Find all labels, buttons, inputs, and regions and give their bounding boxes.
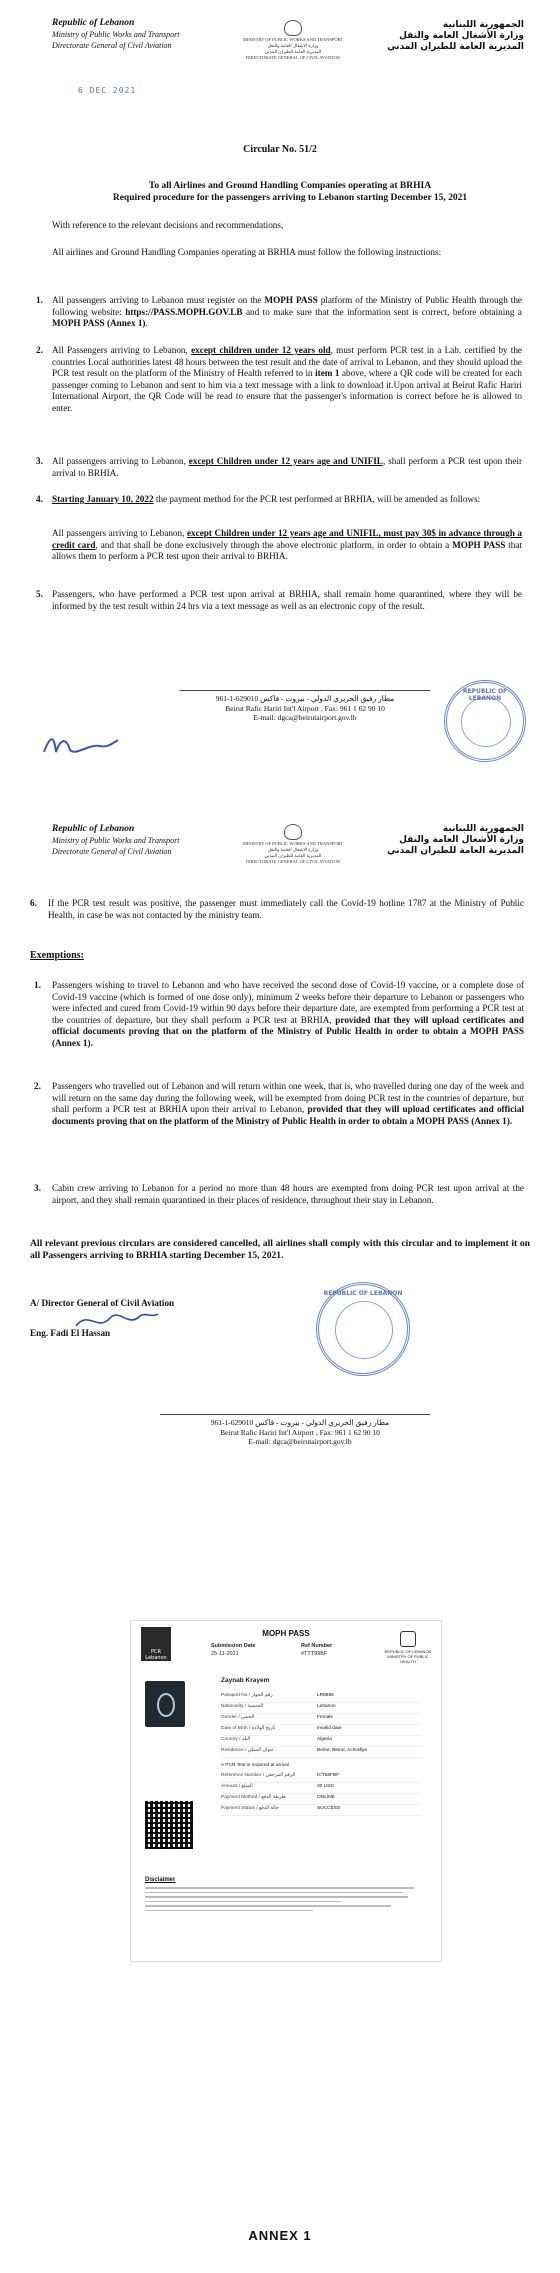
submission-label: Submission Date [211,1643,256,1649]
item-number: 4. [36,494,43,504]
item-underlined: except Children under 12 years age and UNIFIL, must pay 30$ in advance through a credit card [52,528,522,550]
item-text: All passengers arriving to Lebanon, [52,456,189,466]
header-left-line: Ministry of Public Works and Transport [52,836,180,845]
avatar-icon [157,1693,175,1717]
detail-value: Lebanon [317,1704,336,1709]
header-right-line: الجمهورية اللبنانية [442,20,524,30]
detail-label: Payment Status / حالة الدفع [221,1806,279,1811]
item-text: the payment method for the PCR test performed at BRHIA, will be amended as follows: [153,494,481,504]
passenger-name: Zaynab Krayem [221,1677,270,1684]
crest-icon [284,824,302,840]
page-2 [0,800,560,1500]
detail-label: Country / البلد [221,1737,251,1742]
exemptions-heading: Exemptions: [30,950,84,961]
header-right-line: وزارة الأشغال العامة والنقل [399,31,524,41]
item-text: , and that shall be done exclusively through the above electronic platform, in order to obtain a [95,539,453,550]
header-right-line: المديرية العامة للطيران المدني [387,42,524,52]
item-text: , shall perform a PCR test upon their arrival to BRHIA. [52,456,523,478]
passenger-photo [145,1681,185,1727]
closing-statement: All relevant previous circulars are considered cancelled, all airlines shall comply with this circular and to implement it on all Passengers arriving to BRHIA starting December 15, 2021. [30,1238,530,1261]
detail-value: SUCCESS [317,1806,341,1811]
submission-value: 25-11-2021 [211,1651,239,1657]
header-left-line: Ministry of Public Works and Transport [52,30,180,39]
header-right-line: وزارة الأشغال العامة والنقل [399,835,524,845]
header-mid-line: المديرية العامة للطيران المدني [264,49,322,54]
footer-address [160,694,450,723]
header-left-line: Directorate General of Civil Aviation [52,847,172,856]
moph-url: https://PASS.MOPH.GOV.LB [125,306,243,317]
item-number: 3. [36,456,43,466]
detail-label: Reference Number / الرقم المرجعي [221,1773,296,1778]
detail-row [221,1704,421,1714]
title-line-1: To all Airlines and Ground Handling Companies operating at BRHIA [148,181,432,191]
item-bold: MOPH PASS [452,539,506,550]
detail-row [221,1784,421,1794]
item-text: All passengers arriving to Lebanon must register on the [52,295,265,305]
header-right-line: الجمهورية اللبنانية [442,824,524,834]
item-text: above, where a QR code will be created for each passenger coming to Lebanon and sent to him via a text message with a link to download it.Upon arrival at Beirut Rafic Hariri International Airport, the QR Code will be read to ensure that the passenger's information is correct before he is allowed to enter. [52,368,522,413]
footer-divider [180,690,430,691]
header-mid-line: المديرية العامة للطيران المدني [264,853,322,858]
header-mid-line: DIRECTORATE GENERAL OF CIVIL AVIATION [245,55,341,60]
item-text: All Passengers arriving to Lebanon, [52,345,192,355]
qr-code [145,1801,193,1849]
detail-label: Passport No / رقم الجواز [221,1693,273,1698]
official-seal [444,680,526,762]
signatory-name: Eng. Fadi El Hassan [30,1328,111,1338]
moph-header [131,1621,441,1667]
item-text: that allows them to perform a PCR test upon their arrival to BRHIA. [52,539,522,561]
detail-value: Invalid date [317,1726,342,1731]
detail-label: Residence / عنوان السكن [221,1748,275,1753]
item-number: 5. [36,589,43,599]
detail-value: Beirut, Beirut, Achrafiye [317,1748,368,1753]
annex-label: ANNEX 1 [248,2228,312,2243]
item-6: If the PCR test result was positive, the passenger must immediately call the Covid-19 hotline 1787 at the Ministry of Public Health, in case he was not contacted by the ministry team. [48,898,524,920]
detail-label: Nationality / الجنسية [221,1704,264,1709]
detail-row [221,1715,421,1725]
header-right [354,824,524,857]
page-3-annex [0,1500,560,2273]
pcr-logo-text: PCR Lebanon [145,1649,167,1661]
header-crest [238,20,348,61]
header-left [52,18,252,51]
item-4 [52,494,522,506]
exemption-bold: provided that they will upload certificates and official documents proving that on the platform of the Ministry of Public Health in order to obtain a MOPH PASS (Annex 1). [52,1104,525,1126]
official-seal [316,1282,410,1376]
exemption-number: 1. [34,980,41,990]
exemption-1 [52,980,524,1049]
title-line-2: Required procedure for the passengers arriving to Lebanon starting December 15, 2021 [112,193,468,203]
header-mid-line: MINISTRY OF PUBLIC WORKS AND TRANSPORT [242,841,344,846]
header-left [52,824,252,857]
intro-2: All airlines and Ground Handling Companies operating at BRHIA must follow the following instructions: [52,247,442,257]
exemption-bold: provided that they will upload certificates and official documents proving that on the platform of the Ministry of Public Health in order to obtain a MOPH PASS (Annex 1). [52,1014,524,1048]
item-text: . [145,318,148,328]
page-1 [0,0,560,800]
detail-row [221,1693,421,1703]
detail-label: Date of Birth / تاريخ الولادة [221,1726,276,1731]
date-stamp: 6 DEC 2021 [78,86,137,95]
exemption-text: Passengers who travelled out of Lebanon and will return within one week, that is, who travelled during one day of the week and will return on the same day during the following week, will be exempted from doing PCR test in the countries of departure, but shall perform a PCR test at BRHIA upon their arrival to Lebanon, [52,1081,524,1114]
item-number: 1. [36,295,43,305]
item-underlined: except children under 12 years old [191,345,331,355]
ministry-logo [381,1631,435,1664]
pcr-note: A PCR Test is required at arrival [221,1763,289,1768]
disclaimer-text [145,1887,425,1914]
moph-pass-card [130,1620,442,1962]
detail-label: Gender / الجنس [221,1715,255,1720]
detail-value: Algeria [317,1737,332,1742]
footer-line: E-mail: dgca@beirutairport.gov.lb [248,1437,352,1446]
seal-text: REPUBLIC OF LEBANON [323,1290,403,1298]
item-3 [52,456,522,479]
detail-value: ONLINE [317,1795,335,1800]
footer-address [150,1418,450,1447]
detail-value: Female [317,1715,333,1720]
crest-icon [284,20,302,36]
detail-row [221,1795,421,1805]
item-4-detail [52,528,522,563]
header-crest [238,824,348,865]
header-right-line: المديرية العامة للطيران المدني [387,846,524,856]
detail-label: Payment Method / طريقة الدفع [221,1795,286,1800]
footer-line: Beirut Rafic Hariri Int'l Airport , Fax: 961 1 62 90 10 [220,1427,380,1437]
header-left-line: Directorate General of Civil Aviation [52,41,172,50]
item-text: platform of the Ministry of Public Health through the following website: [52,295,522,317]
seal-inner-ring [335,1301,393,1359]
item-text: , must perform PCR test in a Lab. certified by the countries Local authorities latest 48 hours between the test result and the date of arrival to Lebanon, and they should upload the PCR test result on the platform of the Ministry of Health referred to in [52,345,522,378]
header-left-line: Republic of Lebanon [52,18,135,28]
detail-row [221,1806,421,1816]
item-number: 2. [36,345,43,355]
initials-signature [40,730,120,760]
exemption-3: Cabin crew arriving to Lebanon for a period no more than 48 hours are exempted from doing PCR test upon arrival at the airport, and they shall remain quarantined in their places of residence, throughout their stay in Lebanon. [52,1183,524,1205]
ref-value: #TTT99BF [301,1651,328,1657]
exemption-number: 2. [34,1081,41,1091]
exemption-number: 3. [34,1183,41,1193]
item-5: Passengers, who have performed a PCR test upon arrival at BRHIA, shall remain home quarantined, where they will be informed by the test result within 24 hrs via a text message as well as an electronic copy of the result. [52,589,522,611]
disclaimer-title: Disclaimer [145,1877,176,1883]
header-mid-line: DIRECTORATE GENERAL OF CIVIL AVIATION [245,859,341,864]
detail-value: 30 USD [317,1784,334,1789]
exemption-text: Passengers wishing to travel to Lebanon and who have received the second dose of Covid-19 vaccine, or a complete dose of Covid-19 vaccine (which is formed of one dose only), minimum 2 weeks before their departure to Lebanon or passengers who were infected and cured from Covid-19 within 90 days before their departure date, are exempted from performing a PCR test at the countries of departure, but they shall perform a PCR test at BRHIA, [52,980,524,1025]
item-text: All passengers arriving to Lebanon, [52,528,187,538]
ref-label: Ref Number [301,1643,333,1649]
item-text: and to make sure that the information sent is correct, before obtaining a [242,306,522,317]
moph-pass-title: MOPH PASS [262,1629,310,1638]
header-mid-line: وزارة الاشغال العامة والنقل [267,847,319,852]
item-number: 6. [30,898,37,908]
footer-line: Beirut Rafic Hariri Int'l Airport , Fax: 961 1 62 90 10 [225,703,385,713]
footer-line: 961-1-629010 مطار رفيق الحريري الدولي - بيروت - فاكس [210,1418,390,1427]
footer-divider [160,1414,430,1415]
item-bold: MOPH PASS [264,295,318,305]
header-mid-line: وزارة الاشغال العامة والنقل [267,43,319,48]
detail-value: LR8888 [317,1693,334,1698]
header-right [354,20,524,53]
item-1 [52,295,522,330]
item-bold: item 1 [315,368,340,378]
detail-row [221,1726,421,1736]
detail-value: ICT58FBF [317,1773,340,1778]
item-2 [52,345,522,414]
item-underlined: except Children under 12 years age and UNIFIL [188,456,383,466]
footer-line: 961-1-629010 مطار رفيق الحريري الدولي - بيروت - فاكس [215,694,395,703]
seal-text: REPUBLIC OF LEBANON [462,687,508,702]
seal-inner-ring [461,697,512,748]
detail-row [221,1748,421,1758]
item-bold: MOPH PASS (Annex 1) [52,318,146,328]
header-left-line: Republic of Lebanon [52,824,135,834]
item-underlined: Starting January 10, 2022 [52,494,154,504]
exemption-2 [52,1081,524,1127]
signatory-title: A/ Director General of Civil Aviation [30,1298,175,1308]
detail-row [221,1773,421,1783]
detail-row [221,1737,421,1747]
header-mid-line: MINISTRY OF PUBLIC WORKS AND TRANSPORT [242,37,344,42]
footer-line: E-mail: dgca@beirutairport.gov.lb [253,713,357,722]
circular-number: Circular No. 51/2 [243,144,317,155]
intro-1: With reference to the relevant decisions and recommendations, [52,220,284,230]
detail-label: Amount / المبلغ [221,1784,253,1789]
cedar-icon [400,1631,416,1647]
ministry-logo-text: REPUBLIC OF LEBANON MINISTRY OF PUBLIC HEALTH [384,1649,432,1664]
